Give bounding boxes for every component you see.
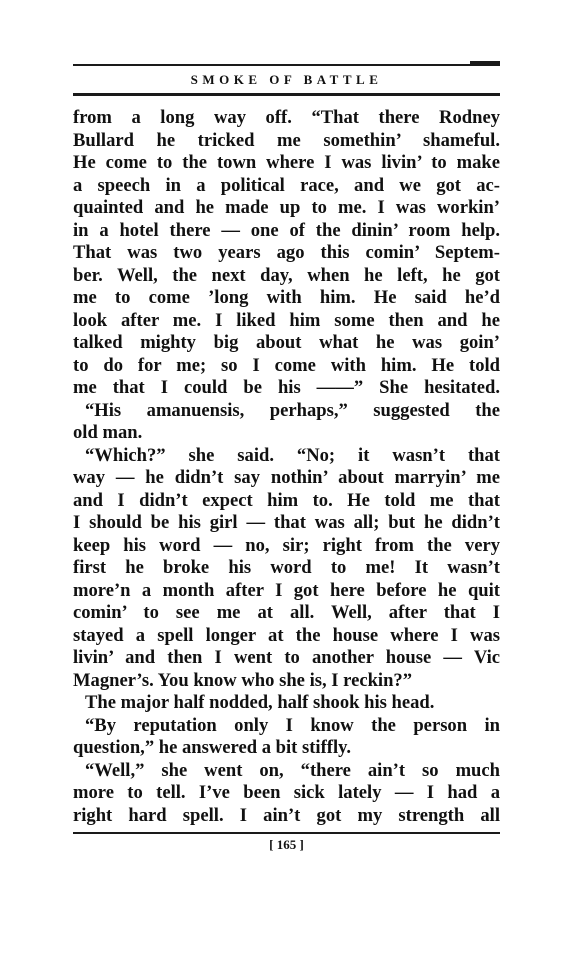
text-line: comin’ to see me at all. Well, after that I: [73, 602, 500, 623]
text-line: in a hotel there — one of the dinin’ room help.: [73, 219, 500, 241]
text-line: keep his word — no, sir; right from the very: [73, 534, 500, 556]
text-line: “By reputation only I know the person in: [85, 714, 500, 736]
top-rule: [73, 64, 500, 66]
head-rule: [73, 93, 500, 96]
text-line: quainted and he made up to me. I was workin’: [73, 197, 500, 218]
page-number: [ 165 ]: [269, 837, 304, 852]
text-line: The major half nodded, half shook his head.: [85, 692, 435, 713]
text-line: first he broke his word to me! It wasn’t: [73, 557, 500, 578]
text-line: me to come ’long with him. He said he’d: [73, 287, 500, 308]
text-line: That was two years ago this comin’ Septem-: [73, 242, 500, 263]
text-line: me that I could be his ——” She hesitated.: [73, 377, 500, 398]
text-line: more to tell. I’ve been sick lately — I had a: [73, 782, 500, 803]
body-text: [73, 107, 500, 827]
text-line: “Well,” she went on, “there ain’t so much: [85, 759, 500, 781]
text-line: question,” he answered a bit stiffly.: [73, 737, 352, 758]
text-line: look after me. I liked him some then and he: [73, 309, 500, 331]
bottom-rule: [73, 832, 500, 834]
text-line: “His amanuensis, perhaps,” suggested the: [85, 399, 500, 421]
text-line: more’n a month after I got here before he quit: [73, 579, 500, 601]
text-line: to do for me; so I come with him. He told: [73, 354, 500, 376]
text-line: Bullard he tricked me somethin’ shameful.: [73, 129, 500, 151]
text-line: and I didn’t expect him to. He told me that: [73, 489, 500, 511]
text-line: talked mighty big about what he was goin’: [73, 332, 500, 353]
running-head: SMOKE OF BATTLE: [190, 72, 383, 87]
text-line: a speech in a political race, and we got ac-: [73, 174, 500, 196]
text-line: stayed a spell longer at the house where I was: [73, 624, 500, 646]
text-line: from a long way off. “That there Rodney: [73, 107, 500, 128]
text-line: old man.: [73, 422, 143, 443]
text-line: ber. Well, the next day, when he left, he got: [73, 264, 500, 286]
text-line: way — he didn’t say nothin’ about marryin’ me: [73, 467, 500, 488]
text-line: He come to the town where I was livin’ to make: [73, 152, 500, 173]
text-line: right hard spell. I ain’t got my strength all: [73, 804, 500, 826]
text-line: I should be his girl — that was all; but he didn’t: [73, 512, 500, 533]
text-line: livin’ and then I went to another house — Vic: [73, 647, 500, 668]
text-line: Magner’s. You know who she is, I reckin?”: [73, 669, 413, 691]
text-line: “Which?” she said. “No; it wasn’t that: [85, 444, 500, 466]
